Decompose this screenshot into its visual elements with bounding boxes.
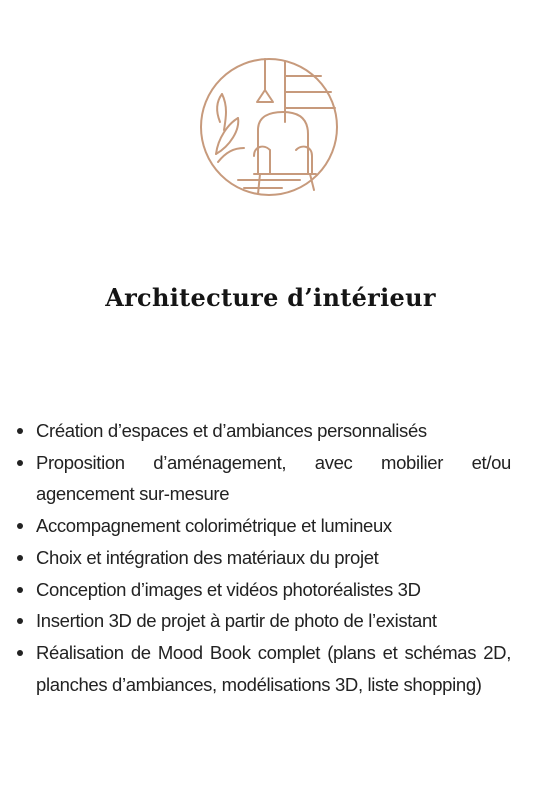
list-item: Insertion 3D de projet à partir de photo de l’existant [36, 605, 511, 637]
list-item: Réalisation de Mood Book complet (plans et schémas 2D, planches d’ambiances, modélisations 3D, liste shopping) [36, 637, 511, 700]
list-item: Choix et intégration des matériaux du projet [36, 542, 511, 574]
list-item: Proposition d’aménagement, avec mobilier et/ou agencement sur-mesure [36, 447, 511, 510]
page-title: Architecture d’intérieur [105, 283, 436, 312]
interior-chair-lamp-icon [198, 56, 340, 198]
interior-design-logo [198, 56, 340, 198]
list-item: Accompagnement colorimétrique et lumineux [36, 510, 511, 542]
list-item: Création d’espaces et d’ambiances personnalisés [36, 415, 511, 447]
list-item: Conception d’images et vidéos photoréalistes 3D [36, 574, 511, 606]
services-list [36, 415, 511, 700]
